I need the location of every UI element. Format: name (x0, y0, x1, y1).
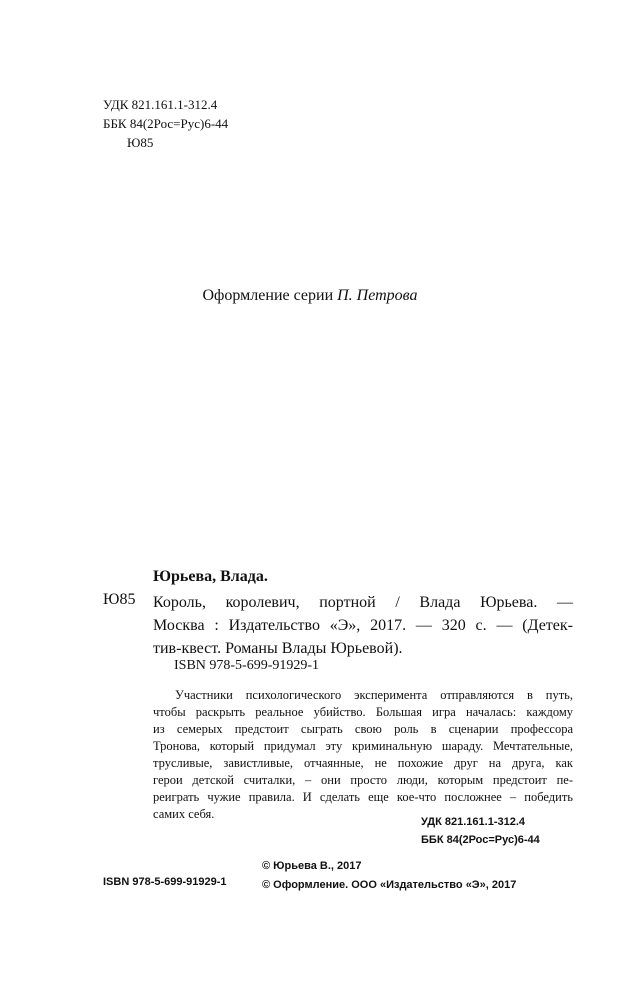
annotation-line: из семерых предстоит сыграть свою роль в сценарии профессора (153, 722, 573, 736)
copyright-block (262, 857, 516, 895)
biblio-line: Москва : Издательство «Э», 2017. — 320 с. — (Детек- (153, 617, 573, 634)
bbk-code-right: ББК 84(2Рос=Рус)6-44 (421, 834, 540, 846)
classification-codes (103, 95, 228, 152)
annotation (153, 687, 573, 823)
design-prefix: Оформление серии (202, 287, 334, 304)
copyright-author: © Юрьева В., 2017 (262, 860, 362, 872)
biblio-line: Король, королевич, портной / Влада Юрьева. — (153, 594, 573, 611)
annotation-line: реиграть чужие правила. И сделать еще кое-что посложнее – победить (153, 790, 573, 804)
annotation-line: самих себя. (153, 807, 215, 821)
udk-code: УДК 821.161.1-312.4 (103, 97, 218, 112)
annotation-line: Тронова, который придумал эту криминальную шараду. Мечтательные, (153, 739, 573, 753)
bbk-code: ББК 84(2Рос=Рус)6-44 (103, 116, 229, 131)
record-author-mark: Ю85 (103, 591, 136, 608)
record-author: Юрьева, Влада. (153, 568, 268, 585)
series-design-credit (0, 287, 620, 305)
classification-codes-right (421, 813, 540, 849)
annotation-line: герои детской считалки, – они просто люди, которым предстоит пе- (153, 773, 573, 787)
bibliographic-description (153, 591, 573, 660)
udk-code-right: УДК 821.161.1-312.4 (421, 816, 526, 828)
annotation-line: трусливые, завистливые, отчаянные, не похожие друг на друга, как (153, 756, 573, 770)
annotation-line: Участники психологического эксперимента отправляются в путь, (175, 688, 573, 702)
biblio-line: тив-квест. Романы Влады Юрьевой). (153, 640, 403, 657)
copyright-design: © Оформление. ООО «Издательство «Э», 2017 (262, 879, 517, 891)
designer-name: П. Петрова (337, 287, 418, 304)
annotation-line: чтобы раскрыть реальное убийство. Большая игра началась: каждому (153, 705, 573, 719)
isbn-bottom: ISBN 978-5-699-91929-1 (103, 876, 227, 888)
author-mark: Ю85 (127, 135, 154, 150)
record-isbn: ISBN 978-5-699-91929-1 (174, 658, 320, 673)
